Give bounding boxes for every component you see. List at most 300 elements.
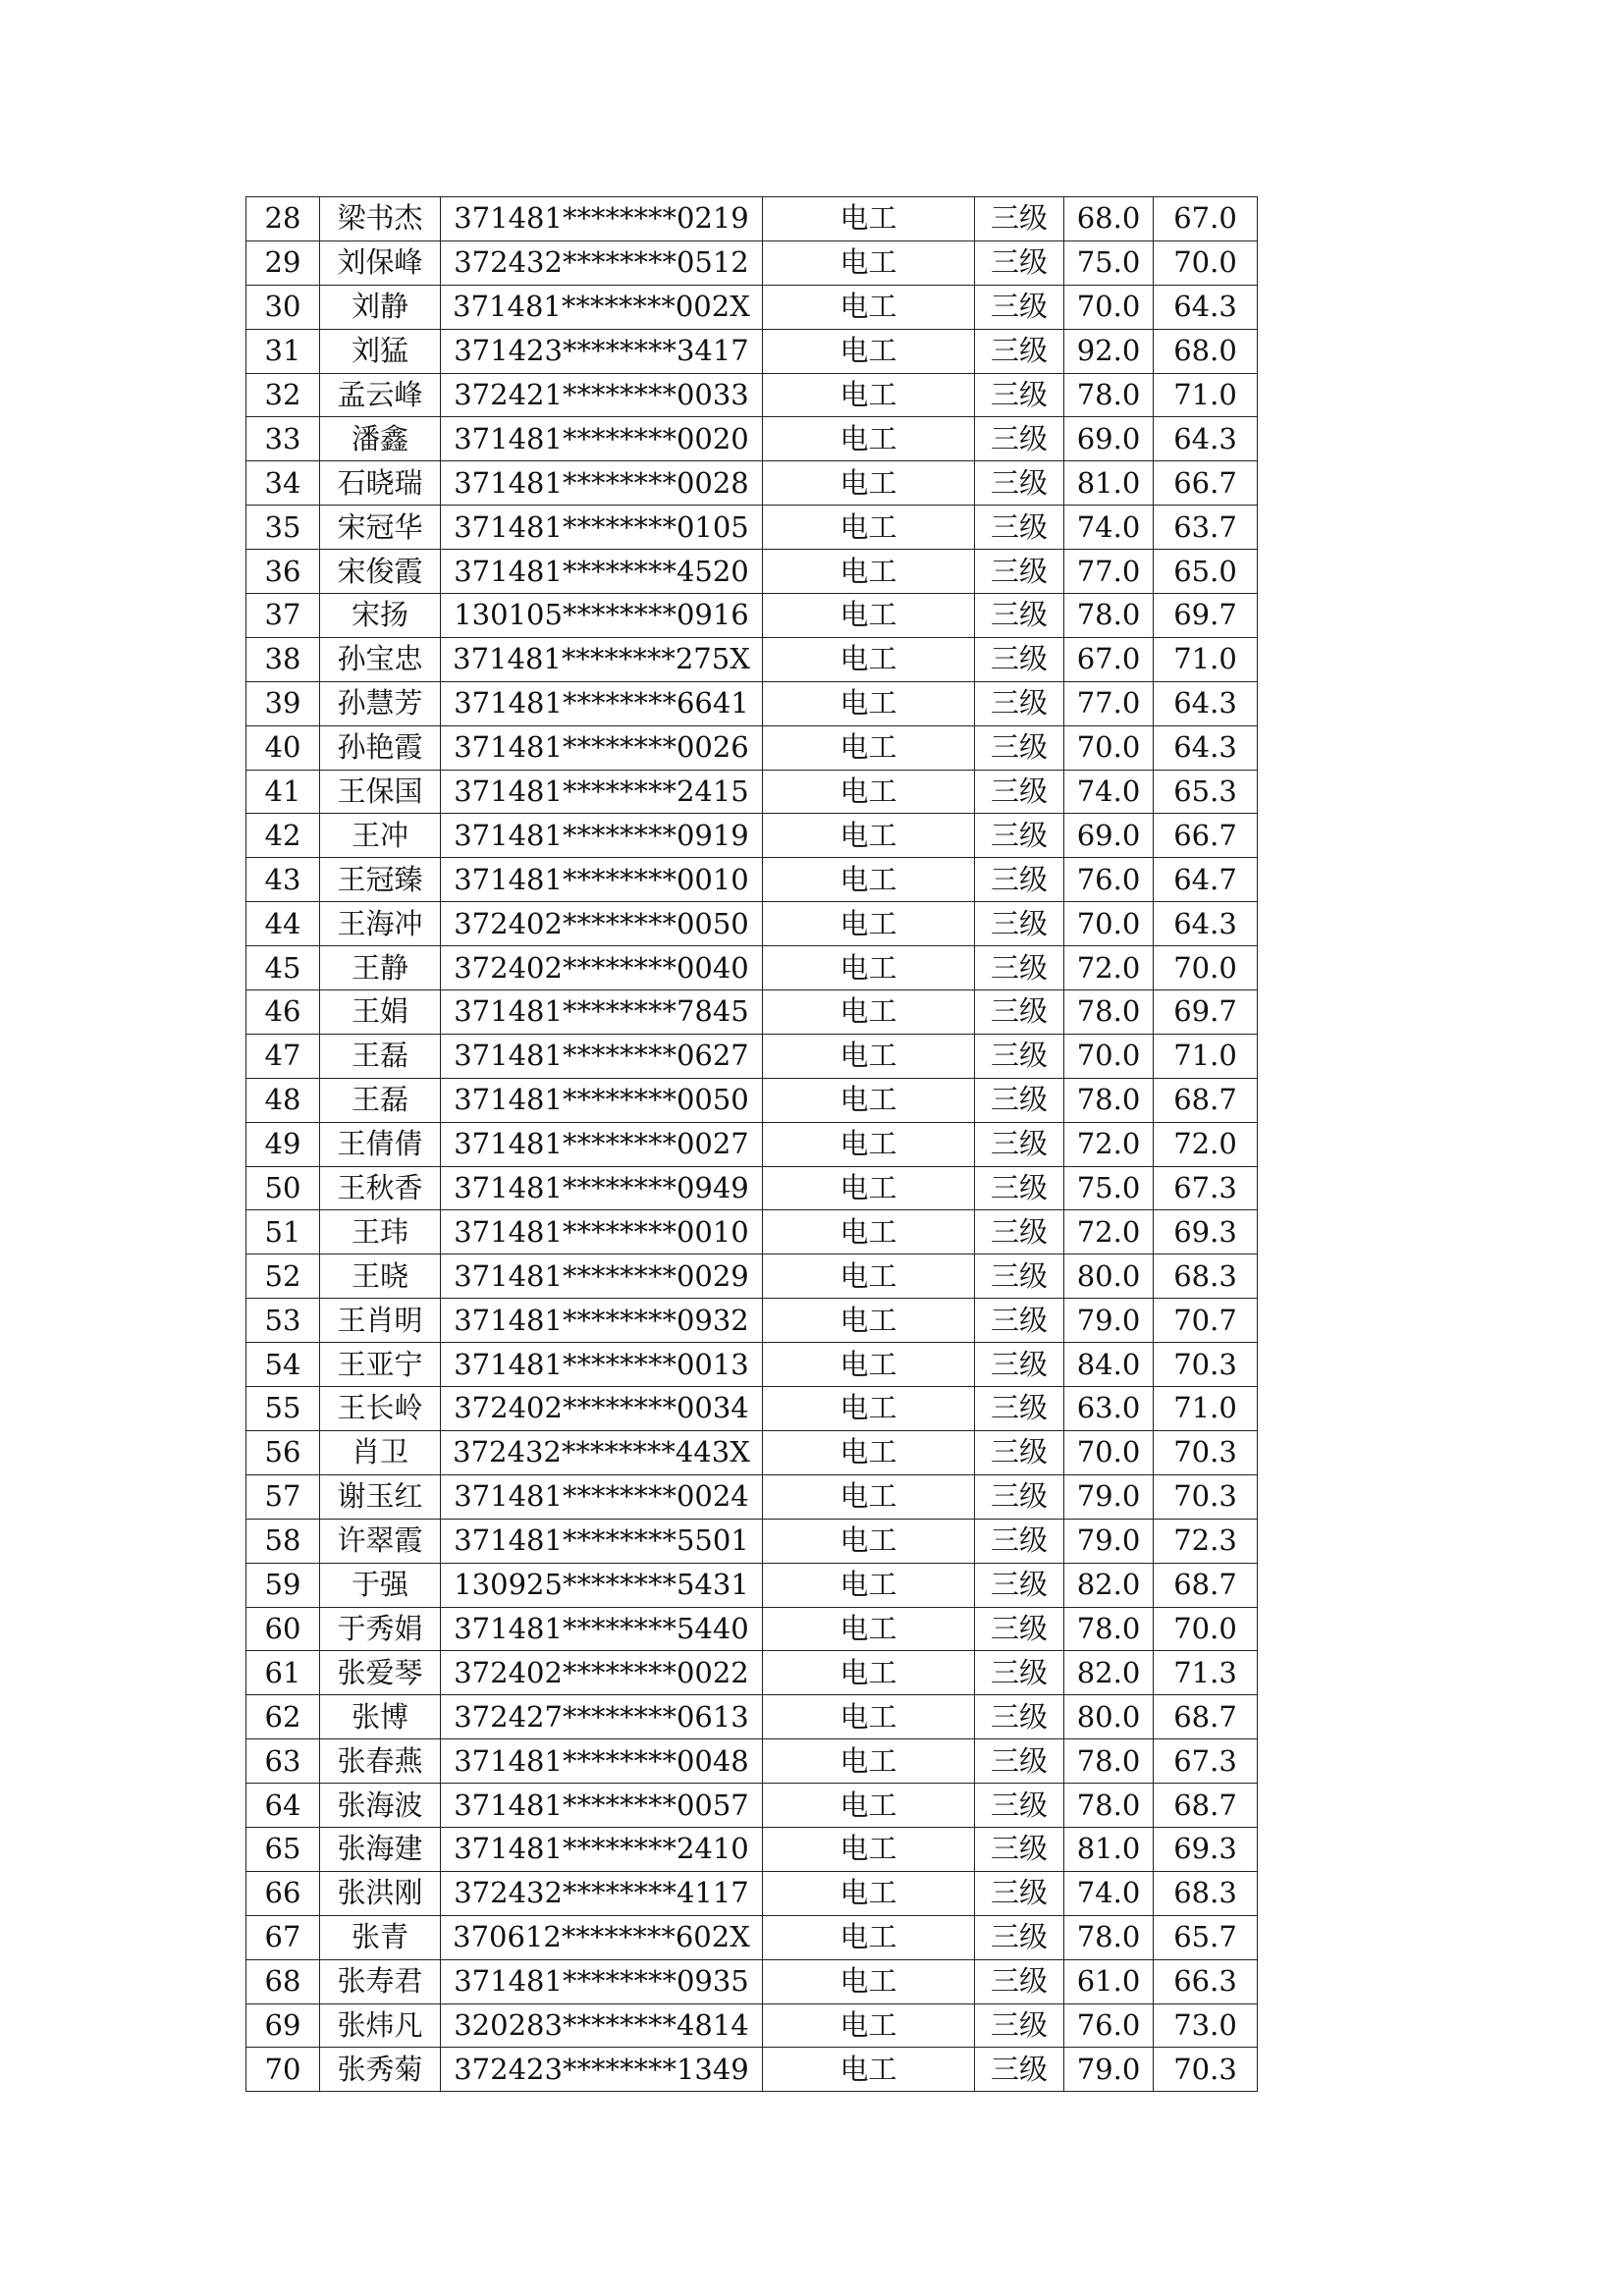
table-row <box>246 1739 1258 1784</box>
table-row <box>246 858 1258 902</box>
row-number-cell: 37 <box>246 594 320 638</box>
trade-cell: 电工 <box>763 1519 975 1563</box>
practical-score-cell: 72.3 <box>1154 1519 1258 1563</box>
level-cell: 三级 <box>975 506 1064 550</box>
theory-score-cell: 69.0 <box>1064 814 1154 858</box>
theory-score-cell: 74.0 <box>1064 1871 1154 1915</box>
row-number-cell: 68 <box>246 1959 320 2003</box>
id-number-cell: 371481********0029 <box>441 1255 763 1299</box>
practical-score-cell: 70.3 <box>1154 2048 1258 2092</box>
level-cell: 三级 <box>975 1784 1064 1828</box>
row-number-cell: 65 <box>246 1827 320 1871</box>
practical-score-cell: 70.3 <box>1154 1430 1258 1474</box>
id-number-cell: 372402********0050 <box>441 902 763 946</box>
trade-cell: 电工 <box>763 858 975 902</box>
name-cell: 王冠臻 <box>320 858 441 902</box>
practical-score-cell: 65.0 <box>1154 550 1258 594</box>
trade-cell: 电工 <box>763 1651 975 1695</box>
id-number-cell: 371481********0919 <box>441 814 763 858</box>
row-number-cell: 46 <box>246 990 320 1035</box>
theory-score-cell: 84.0 <box>1064 1343 1154 1387</box>
table-row <box>246 417 1258 461</box>
row-number-cell: 53 <box>246 1299 320 1343</box>
practical-score-cell: 66.7 <box>1154 814 1258 858</box>
table-row <box>246 902 1258 946</box>
level-cell: 三级 <box>975 681 1064 725</box>
id-number-cell: 371481********2415 <box>441 770 763 814</box>
practical-score-cell: 64.3 <box>1154 285 1258 329</box>
table-row <box>246 1651 1258 1695</box>
theory-score-cell: 72.0 <box>1064 1122 1154 1166</box>
row-number-cell: 38 <box>246 637 320 681</box>
theory-score-cell: 78.0 <box>1064 1915 1154 1959</box>
practical-score-cell: 71.0 <box>1154 373 1258 417</box>
table-row <box>246 197 1258 241</box>
name-cell: 张洪刚 <box>320 1871 441 1915</box>
table-row <box>246 1343 1258 1387</box>
score-table <box>245 196 1258 2092</box>
id-number-cell: 371481********0048 <box>441 1739 763 1784</box>
row-number-cell: 44 <box>246 902 320 946</box>
practical-score-cell: 67.0 <box>1154 197 1258 241</box>
trade-cell: 电工 <box>763 550 975 594</box>
table-row <box>246 506 1258 550</box>
trade-cell: 电工 <box>763 1078 975 1122</box>
row-number-cell: 69 <box>246 2003 320 2048</box>
row-number-cell: 31 <box>246 329 320 373</box>
trade-cell: 电工 <box>763 770 975 814</box>
id-number-cell: 130925********5431 <box>441 1563 763 1607</box>
name-cell: 刘静 <box>320 285 441 329</box>
id-number-cell: 371481********0219 <box>441 197 763 241</box>
theory-score-cell: 81.0 <box>1064 1827 1154 1871</box>
table-row <box>246 946 1258 990</box>
level-cell: 三级 <box>975 1255 1064 1299</box>
table-row <box>246 2048 1258 2092</box>
practical-score-cell: 70.3 <box>1154 1474 1258 1519</box>
practical-score-cell: 66.3 <box>1154 1959 1258 2003</box>
theory-score-cell: 77.0 <box>1064 681 1154 725</box>
theory-score-cell: 70.0 <box>1064 902 1154 946</box>
level-cell: 三级 <box>975 417 1064 461</box>
trade-cell: 电工 <box>763 681 975 725</box>
name-cell: 王倩倩 <box>320 1122 441 1166</box>
table-row <box>246 1474 1258 1519</box>
theory-score-cell: 78.0 <box>1064 1607 1154 1651</box>
name-cell: 王冲 <box>320 814 441 858</box>
name-cell: 王海冲 <box>320 902 441 946</box>
level-cell: 三级 <box>975 902 1064 946</box>
trade-cell: 电工 <box>763 373 975 417</box>
trade-cell: 电工 <box>763 1739 975 1784</box>
practical-score-cell: 70.0 <box>1154 240 1258 285</box>
id-number-cell: 371481********5440 <box>441 1607 763 1651</box>
trade-cell: 电工 <box>763 1959 975 2003</box>
name-cell: 王娟 <box>320 990 441 1035</box>
row-number-cell: 51 <box>246 1210 320 1255</box>
theory-score-cell: 75.0 <box>1064 1166 1154 1210</box>
trade-cell: 电工 <box>763 637 975 681</box>
id-number-cell: 371481********4520 <box>441 550 763 594</box>
level-cell: 三级 <box>975 2003 1064 2048</box>
name-cell: 刘保峰 <box>320 240 441 285</box>
level-cell: 三级 <box>975 1343 1064 1387</box>
id-number-cell: 370612********602X <box>441 1915 763 1959</box>
id-number-cell: 371481********0057 <box>441 1784 763 1828</box>
level-cell: 三级 <box>975 285 1064 329</box>
id-number-cell: 371481********0949 <box>441 1166 763 1210</box>
practical-score-cell: 69.7 <box>1154 990 1258 1035</box>
id-number-cell: 371481********0026 <box>441 725 763 770</box>
theory-score-cell: 74.0 <box>1064 770 1154 814</box>
row-number-cell: 63 <box>246 1739 320 1784</box>
theory-score-cell: 76.0 <box>1064 2003 1154 2048</box>
level-cell: 三级 <box>975 637 1064 681</box>
table-row <box>246 814 1258 858</box>
theory-score-cell: 75.0 <box>1064 240 1154 285</box>
trade-cell: 电工 <box>763 1563 975 1607</box>
row-number-cell: 42 <box>246 814 320 858</box>
level-cell: 三级 <box>975 1387 1064 1431</box>
name-cell: 孙慧芳 <box>320 681 441 725</box>
name-cell: 潘鑫 <box>320 417 441 461</box>
practical-score-cell: 70.7 <box>1154 1299 1258 1343</box>
id-number-cell: 371423********3417 <box>441 329 763 373</box>
theory-score-cell: 72.0 <box>1064 946 1154 990</box>
id-number-cell: 371481********0010 <box>441 858 763 902</box>
table-row <box>246 1255 1258 1299</box>
level-cell: 三级 <box>975 814 1064 858</box>
trade-cell: 电工 <box>763 1695 975 1739</box>
level-cell: 三级 <box>975 990 1064 1035</box>
practical-score-cell: 68.7 <box>1154 1784 1258 1828</box>
table-row <box>246 1827 1258 1871</box>
theory-score-cell: 80.0 <box>1064 1695 1154 1739</box>
name-cell: 张炜凡 <box>320 2003 441 2048</box>
theory-score-cell: 79.0 <box>1064 1474 1154 1519</box>
trade-cell: 电工 <box>763 1299 975 1343</box>
trade-cell: 电工 <box>763 1210 975 1255</box>
id-number-cell: 371481********2410 <box>441 1827 763 1871</box>
id-number-cell: 372402********0034 <box>441 1387 763 1431</box>
level-cell: 三级 <box>975 2048 1064 2092</box>
practical-score-cell: 70.0 <box>1154 946 1258 990</box>
id-number-cell: 371481********002X <box>441 285 763 329</box>
theory-score-cell: 79.0 <box>1064 2048 1154 2092</box>
name-cell: 于强 <box>320 1563 441 1607</box>
name-cell: 孙宝忠 <box>320 637 441 681</box>
trade-cell: 电工 <box>763 1122 975 1166</box>
row-number-cell: 52 <box>246 1255 320 1299</box>
row-number-cell: 57 <box>246 1474 320 1519</box>
name-cell: 张寿君 <box>320 1959 441 2003</box>
theory-score-cell: 69.0 <box>1064 417 1154 461</box>
practical-score-cell: 63.7 <box>1154 506 1258 550</box>
row-number-cell: 60 <box>246 1607 320 1651</box>
level-cell: 三级 <box>975 1519 1064 1563</box>
theory-score-cell: 70.0 <box>1064 1034 1154 1078</box>
id-number-cell: 371481********0010 <box>441 1210 763 1255</box>
table-row <box>246 285 1258 329</box>
name-cell: 许翠霞 <box>320 1519 441 1563</box>
id-number-cell: 371481********0050 <box>441 1078 763 1122</box>
row-number-cell: 41 <box>246 770 320 814</box>
id-number-cell: 372432********443X <box>441 1430 763 1474</box>
practical-score-cell: 68.0 <box>1154 329 1258 373</box>
row-number-cell: 45 <box>246 946 320 990</box>
name-cell: 王静 <box>320 946 441 990</box>
row-number-cell: 61 <box>246 1651 320 1695</box>
name-cell: 王肖明 <box>320 1299 441 1343</box>
row-number-cell: 39 <box>246 681 320 725</box>
table-row <box>246 1166 1258 1210</box>
theory-score-cell: 78.0 <box>1064 990 1154 1035</box>
level-cell: 三级 <box>975 770 1064 814</box>
id-number-cell: 372423********1349 <box>441 2048 763 2092</box>
id-number-cell: 371481********0627 <box>441 1034 763 1078</box>
level-cell: 三级 <box>975 197 1064 241</box>
table-row <box>246 373 1258 417</box>
name-cell: 张海波 <box>320 1784 441 1828</box>
row-number-cell: 33 <box>246 417 320 461</box>
table-row <box>246 1871 1258 1915</box>
level-cell: 三级 <box>975 1210 1064 1255</box>
row-number-cell: 28 <box>246 197 320 241</box>
trade-cell: 电工 <box>763 506 975 550</box>
row-number-cell: 47 <box>246 1034 320 1078</box>
practical-score-cell: 69.7 <box>1154 594 1258 638</box>
id-number-cell: 371481********0105 <box>441 506 763 550</box>
practical-score-cell: 68.7 <box>1154 1695 1258 1739</box>
id-number-cell: 371481********7845 <box>441 990 763 1035</box>
name-cell: 于秀娟 <box>320 1607 441 1651</box>
level-cell: 三级 <box>975 550 1064 594</box>
table-row <box>246 1607 1258 1651</box>
theory-score-cell: 67.0 <box>1064 637 1154 681</box>
id-number-cell: 371481********0020 <box>441 417 763 461</box>
practical-score-cell: 69.3 <box>1154 1827 1258 1871</box>
level-cell: 三级 <box>975 1695 1064 1739</box>
theory-score-cell: 72.0 <box>1064 1210 1154 1255</box>
table-row <box>246 1784 1258 1828</box>
row-number-cell: 36 <box>246 550 320 594</box>
practical-score-cell: 67.3 <box>1154 1166 1258 1210</box>
trade-cell: 电工 <box>763 990 975 1035</box>
theory-score-cell: 61.0 <box>1064 1959 1154 2003</box>
name-cell: 张秀菊 <box>320 2048 441 2092</box>
table-row <box>246 1519 1258 1563</box>
table-row <box>246 329 1258 373</box>
id-number-cell: 371481********0935 <box>441 1959 763 2003</box>
level-cell: 三级 <box>975 1915 1064 1959</box>
level-cell: 三级 <box>975 329 1064 373</box>
level-cell: 三级 <box>975 1034 1064 1078</box>
table-row <box>246 240 1258 285</box>
theory-score-cell: 78.0 <box>1064 373 1154 417</box>
row-number-cell: 59 <box>246 1563 320 1607</box>
row-number-cell: 54 <box>246 1343 320 1387</box>
level-cell: 三级 <box>975 373 1064 417</box>
practical-score-cell: 64.7 <box>1154 858 1258 902</box>
theory-score-cell: 78.0 <box>1064 1739 1154 1784</box>
practical-score-cell: 70.3 <box>1154 1343 1258 1387</box>
table-row <box>246 550 1258 594</box>
id-number-cell: 372402********0022 <box>441 1651 763 1695</box>
table-row <box>246 770 1258 814</box>
theory-score-cell: 79.0 <box>1064 1299 1154 1343</box>
table-row <box>246 1210 1258 1255</box>
table-row <box>246 2003 1258 2048</box>
practical-score-cell: 73.0 <box>1154 2003 1258 2048</box>
row-number-cell: 56 <box>246 1430 320 1474</box>
practical-score-cell: 66.7 <box>1154 461 1258 506</box>
row-number-cell: 43 <box>246 858 320 902</box>
practical-score-cell: 69.3 <box>1154 1210 1258 1255</box>
practical-score-cell: 64.3 <box>1154 681 1258 725</box>
level-cell: 三级 <box>975 1430 1064 1474</box>
name-cell: 宋俊霞 <box>320 550 441 594</box>
name-cell: 王玮 <box>320 1210 441 1255</box>
table-row <box>246 681 1258 725</box>
row-number-cell: 40 <box>246 725 320 770</box>
theory-score-cell: 77.0 <box>1064 550 1154 594</box>
practical-score-cell: 68.7 <box>1154 1563 1258 1607</box>
table-row <box>246 990 1258 1035</box>
level-cell: 三级 <box>975 1959 1064 2003</box>
trade-cell: 电工 <box>763 814 975 858</box>
trade-cell: 电工 <box>763 1387 975 1431</box>
name-cell: 张博 <box>320 1695 441 1739</box>
trade-cell: 电工 <box>763 285 975 329</box>
id-number-cell: 371481********6641 <box>441 681 763 725</box>
name-cell: 宋冠华 <box>320 506 441 550</box>
level-cell: 三级 <box>975 1078 1064 1122</box>
name-cell: 刘猛 <box>320 329 441 373</box>
row-number-cell: 67 <box>246 1915 320 1959</box>
table-row <box>246 1563 1258 1607</box>
id-number-cell: 372432********0512 <box>441 240 763 285</box>
trade-cell: 电工 <box>763 1034 975 1078</box>
practical-score-cell: 64.3 <box>1154 902 1258 946</box>
table-row <box>246 637 1258 681</box>
practical-score-cell: 64.3 <box>1154 417 1258 461</box>
theory-score-cell: 81.0 <box>1064 461 1154 506</box>
name-cell: 孙艳霞 <box>320 725 441 770</box>
theory-score-cell: 76.0 <box>1064 858 1154 902</box>
practical-score-cell: 67.3 <box>1154 1739 1258 1784</box>
level-cell: 三级 <box>975 240 1064 285</box>
id-number-cell: 372421********0033 <box>441 373 763 417</box>
id-number-cell: 371481********0013 <box>441 1343 763 1387</box>
practical-score-cell: 71.3 <box>1154 1651 1258 1695</box>
id-number-cell: 320283********4814 <box>441 2003 763 2048</box>
practical-score-cell: 71.0 <box>1154 637 1258 681</box>
level-cell: 三级 <box>975 594 1064 638</box>
level-cell: 三级 <box>975 1739 1064 1784</box>
level-cell: 三级 <box>975 461 1064 506</box>
name-cell: 张青 <box>320 1915 441 1959</box>
table-row <box>246 461 1258 506</box>
name-cell: 王晓 <box>320 1255 441 1299</box>
id-number-cell: 130105********0916 <box>441 594 763 638</box>
trade-cell: 电工 <box>763 417 975 461</box>
theory-score-cell: 74.0 <box>1064 506 1154 550</box>
name-cell: 石晓瑞 <box>320 461 441 506</box>
id-number-cell: 371481********5501 <box>441 1519 763 1563</box>
theory-score-cell: 80.0 <box>1064 1255 1154 1299</box>
trade-cell: 电工 <box>763 197 975 241</box>
id-number-cell: 371481********0024 <box>441 1474 763 1519</box>
name-cell: 张海建 <box>320 1827 441 1871</box>
name-cell: 肖卫 <box>320 1430 441 1474</box>
trade-cell: 电工 <box>763 1915 975 1959</box>
trade-cell: 电工 <box>763 1827 975 1871</box>
id-number-cell: 371481********0028 <box>441 461 763 506</box>
table-row <box>246 1122 1258 1166</box>
level-cell: 三级 <box>975 1563 1064 1607</box>
theory-score-cell: 78.0 <box>1064 1078 1154 1122</box>
practical-score-cell: 68.3 <box>1154 1255 1258 1299</box>
name-cell: 梁书杰 <box>320 197 441 241</box>
theory-score-cell: 82.0 <box>1064 1563 1154 1607</box>
practical-score-cell: 68.3 <box>1154 1871 1258 1915</box>
row-number-cell: 32 <box>246 373 320 417</box>
row-number-cell: 48 <box>246 1078 320 1122</box>
name-cell: 王秋香 <box>320 1166 441 1210</box>
theory-score-cell: 82.0 <box>1064 1651 1154 1695</box>
level-cell: 三级 <box>975 1299 1064 1343</box>
trade-cell: 电工 <box>763 725 975 770</box>
trade-cell: 电工 <box>763 2048 975 2092</box>
name-cell: 张爱琴 <box>320 1651 441 1695</box>
row-number-cell: 30 <box>246 285 320 329</box>
table-row <box>246 1695 1258 1739</box>
name-cell: 张春燕 <box>320 1739 441 1784</box>
table-row <box>246 594 1258 638</box>
row-number-cell: 35 <box>246 506 320 550</box>
row-number-cell: 34 <box>246 461 320 506</box>
trade-cell: 电工 <box>763 461 975 506</box>
practical-score-cell: 65.3 <box>1154 770 1258 814</box>
table-row <box>246 1915 1258 1959</box>
table-row <box>246 1959 1258 2003</box>
name-cell: 王长岭 <box>320 1387 441 1431</box>
trade-cell: 电工 <box>763 1166 975 1210</box>
trade-cell: 电工 <box>763 946 975 990</box>
table-body <box>246 197 1258 2092</box>
id-number-cell: 372402********0040 <box>441 946 763 990</box>
trade-cell: 电工 <box>763 902 975 946</box>
trade-cell: 电工 <box>763 594 975 638</box>
row-number-cell: 58 <box>246 1519 320 1563</box>
level-cell: 三级 <box>975 1122 1064 1166</box>
id-number-cell: 372427********0613 <box>441 1695 763 1739</box>
table-row <box>246 1387 1258 1431</box>
theory-score-cell: 70.0 <box>1064 1430 1154 1474</box>
row-number-cell: 66 <box>246 1871 320 1915</box>
row-number-cell: 29 <box>246 240 320 285</box>
theory-score-cell: 78.0 <box>1064 594 1154 638</box>
id-number-cell: 371481********275X <box>441 637 763 681</box>
row-number-cell: 70 <box>246 2048 320 2092</box>
theory-score-cell: 70.0 <box>1064 725 1154 770</box>
name-cell: 谢玉红 <box>320 1474 441 1519</box>
id-number-cell: 371481********0027 <box>441 1122 763 1166</box>
trade-cell: 电工 <box>763 329 975 373</box>
trade-cell: 电工 <box>763 1430 975 1474</box>
theory-score-cell: 68.0 <box>1064 197 1154 241</box>
id-number-cell: 371481********0932 <box>441 1299 763 1343</box>
